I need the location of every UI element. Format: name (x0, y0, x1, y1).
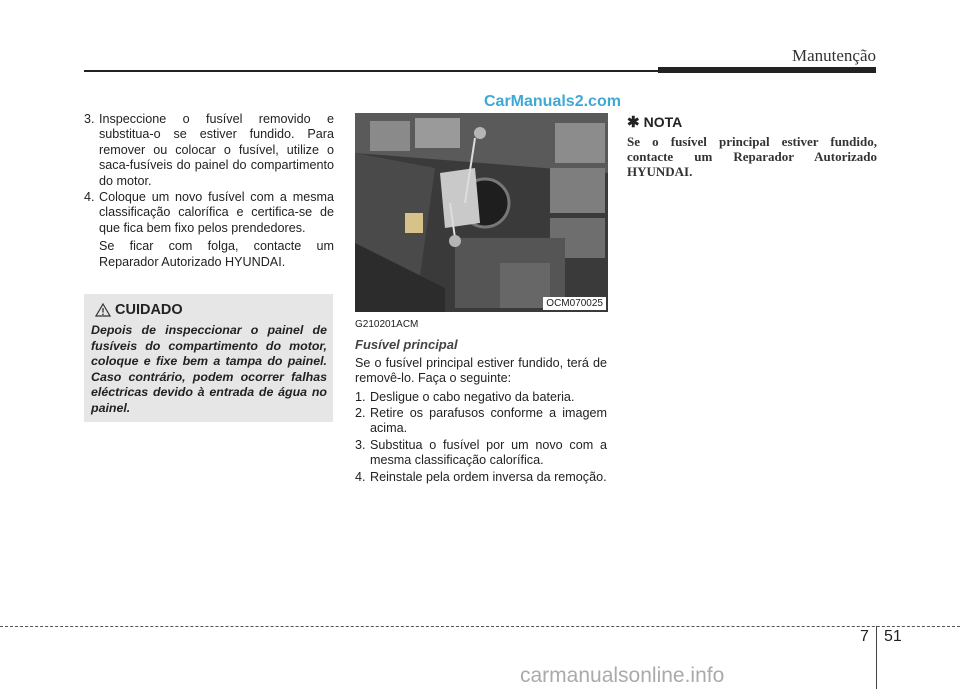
column-2 (355, 317, 607, 486)
header-title: Manutenção (791, 46, 876, 65)
nota-header (627, 113, 877, 131)
page-number: 51 (884, 628, 902, 645)
list-item (84, 112, 334, 189)
list-text: Coloque um novo fusível com a mesma classificação calorífica e certifica-se de que fica bem fixo pelos prendedores. (99, 190, 334, 235)
photo-illustration (355, 113, 608, 312)
list-number: 2. (355, 406, 366, 421)
page-separator (876, 626, 877, 689)
list-item (355, 390, 607, 405)
chapter-number: 7 (860, 628, 869, 645)
list-number: 4. (84, 190, 95, 205)
figure-caption: OCM070025 (543, 297, 606, 310)
list-text: Inspeccione o fusível removido e substitua-o se estiver fundido. Para remover ou colocar o fusível, utilize o saca-fusíveis do painel do compartimento do motor. (99, 112, 334, 188)
watermark-footer[interactable]: carmanualsonline.info (520, 664, 725, 687)
caution-header (95, 302, 183, 318)
list-item (84, 190, 334, 236)
nota-text: Se o fusível principal estiver fundido, contacte um Reparador Autorizado HYUNDAI. (627, 134, 877, 179)
section-heading: Fusível principal (355, 337, 458, 353)
note-paragraph: Se ficar com folga, contacte um Reparador Autorizado HYUNDAI. (99, 239, 334, 269)
list-text: Desligue o cabo negativo da bateria. (370, 389, 575, 404)
footer-rule (0, 626, 960, 627)
section-code: G210201ACM (355, 319, 419, 330)
list-item (355, 406, 607, 437)
list-text: Substitua o fusível por um novo com a mesma classificação calorífica. (370, 437, 607, 468)
list-text: Reinstale pela ordem inversa da remoção. (370, 469, 607, 484)
header-rule-accent (658, 67, 876, 73)
watermark-link[interactable]: CarManuals2.com (484, 93, 621, 110)
column-3 (627, 113, 877, 179)
fuse-box-photo (355, 113, 608, 312)
intro-paragraph: Se o fusível principal estiver fundido, terá de removê-lo. Faça o seguinte: (355, 355, 607, 386)
column-1 (84, 112, 334, 270)
warning-triangle-icon (95, 303, 111, 317)
list-item (355, 438, 607, 469)
caution-box (84, 294, 333, 422)
list-item (355, 470, 607, 485)
nota-title: NOTA (643, 114, 683, 130)
header-rule (84, 70, 660, 72)
list-number: 3. (84, 112, 95, 126)
caution-text: Depois de inspeccionar o painel de fusíveis do compartimento do motor, coloque e fixe bem a tampa do painel. Caso contrário, podem ocorrer falhas eléctricas devido à entrada de água no painel. (91, 323, 327, 415)
list-number: 3. (355, 437, 366, 452)
caution-title: CUIDADO (115, 302, 183, 318)
star-icon: ✱ (627, 114, 640, 131)
list-number: 1. (355, 389, 366, 404)
list-number: 4. (355, 469, 366, 484)
list-text: Retire os parafusos conforme a imagem acima. (370, 406, 607, 436)
